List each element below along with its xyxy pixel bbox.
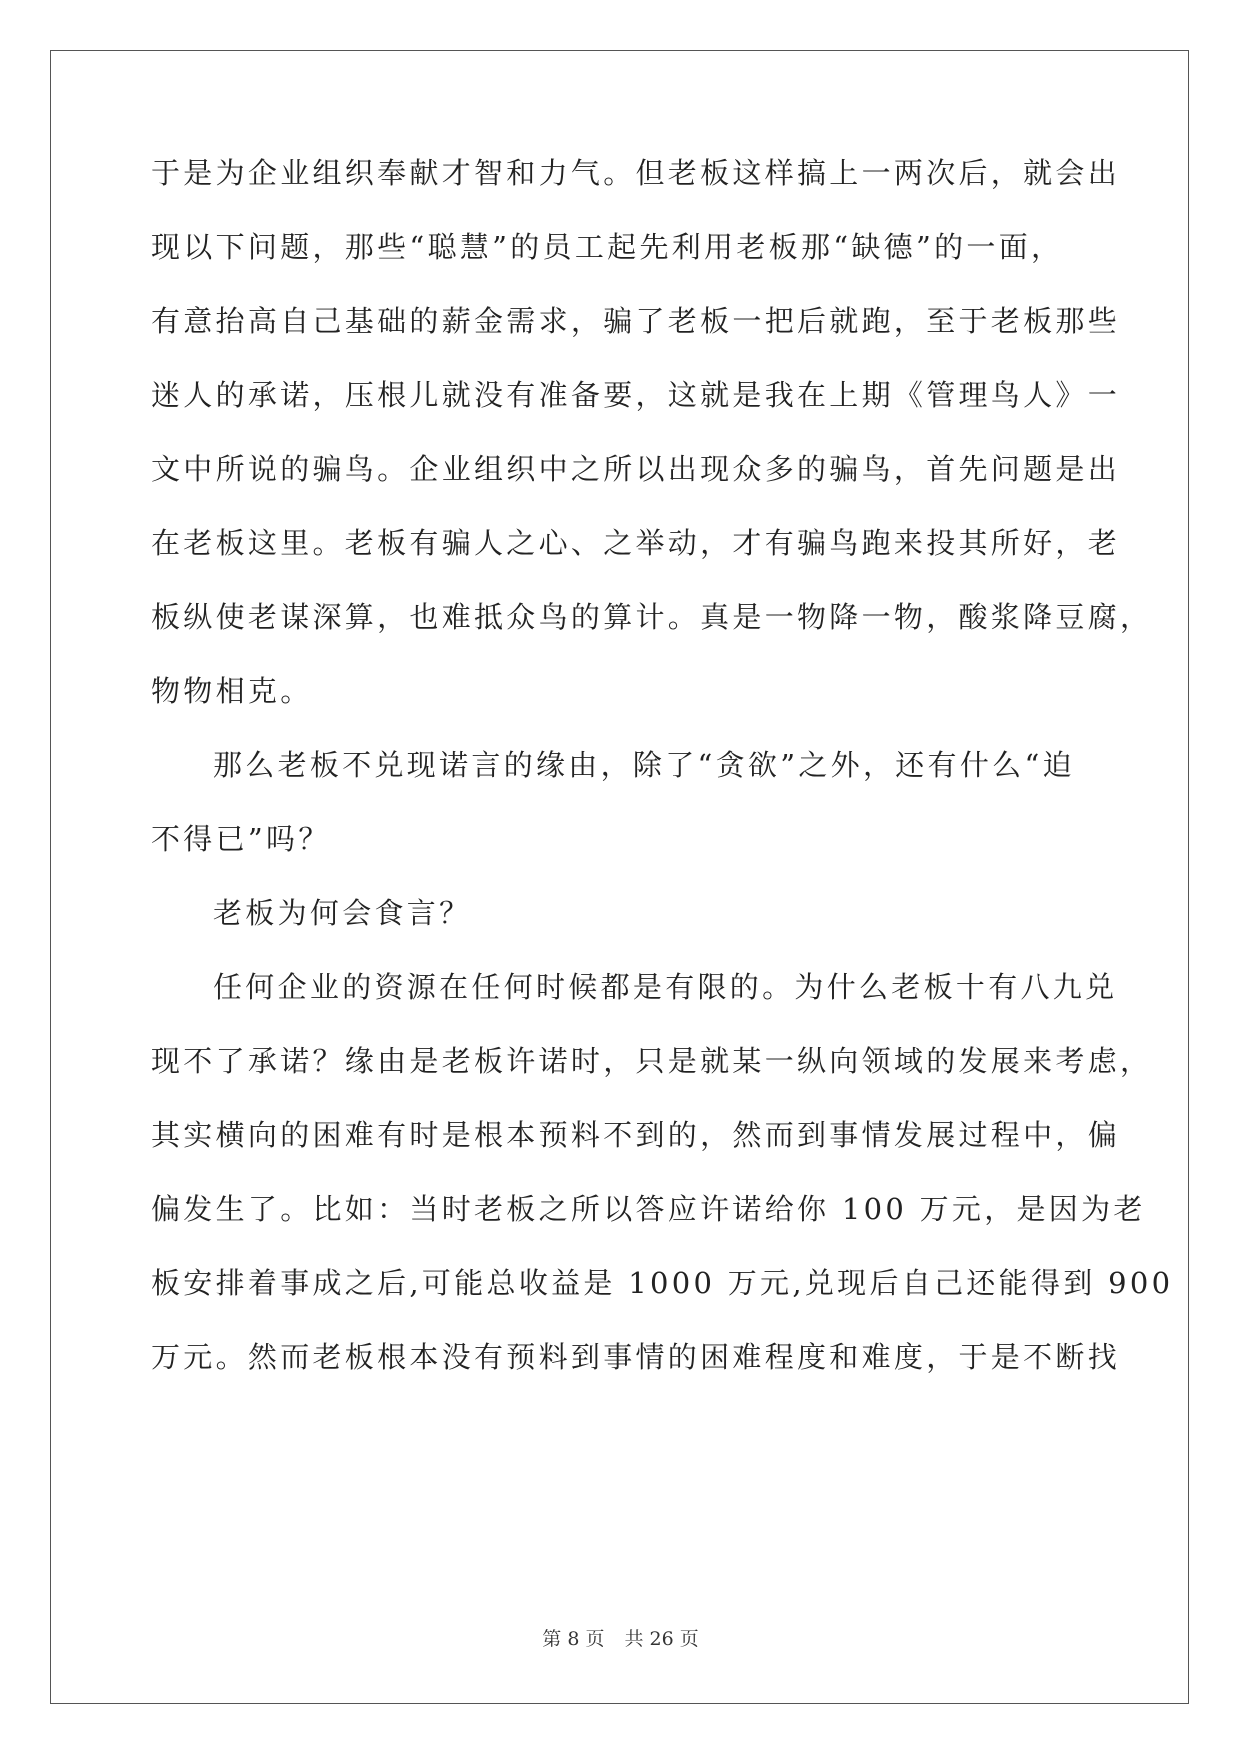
body-line-9: 那么老板不兑现诺言的缘由，除了“贪欲”之外，还有什么“迫 (213, 748, 1075, 782)
body-line-12: 任何企业的资源在任何时候都是有限的。为什么老板十有八九兑 (213, 970, 1118, 1004)
section-heading: 老板为何会食言？ (213, 896, 472, 930)
body-line-15: 偏发生了。比如：当时老板之所以答应许诺给你 100 万元，是因为老 (151, 1192, 1146, 1226)
page-total: 共 26 页 (624, 1628, 699, 1650)
body-line-1: 于是为企业组织奉献才智和力气。但老板这样搞上一两次后，就会出 (151, 156, 1121, 190)
page-footer (0, 1627, 1241, 1651)
body-line-10: 不得已”吗？ (151, 822, 331, 856)
body-line-8: 物物相克。 (151, 674, 313, 708)
page-border (50, 50, 1189, 1704)
body-line-14: 其实横向的困难有时是根本预料不到的，然而到事情发展过程中，偏 (151, 1118, 1121, 1152)
body-line-2: 现以下问题，那些“聪慧”的员工起先利用老板那“缺德”的一面， (151, 230, 1064, 264)
body-line-7: 板纵使老谋深算，也难抵众鸟的算计。真是一物降一物，酸浆降豆腐， (151, 600, 1153, 634)
body-line-13: 现不了承诺？缘由是老板许诺时，只是就某一纵向领域的发展来考虑， (151, 1044, 1153, 1078)
body-line-6: 在老板这里。老板有骗人之心、之举动，才有骗鸟跑来投其所好，老 (151, 526, 1121, 560)
body-line-3: 有意抬高自己基础的薪金需求，骗了老板一把后就跑，至于老板那些 (151, 304, 1121, 338)
body-line-16: 板安排着事成之后,可能总收益是 1000 万元,兑现后自己还能得到 900 (151, 1266, 1174, 1300)
body-line-17: 万元。然而老板根本没有预料到事情的困难程度和难度，于是不断找 (151, 1340, 1121, 1374)
body-line-4: 迷人的承诺，压根儿就没有准备要，这就是我在上期《管理鸟人》一 (151, 378, 1121, 412)
body-line-5: 文中所说的骗鸟。企业组织中之所以出现众多的骗鸟，首先问题是出 (151, 452, 1121, 486)
page-number: 第 8 页 (542, 1628, 605, 1650)
